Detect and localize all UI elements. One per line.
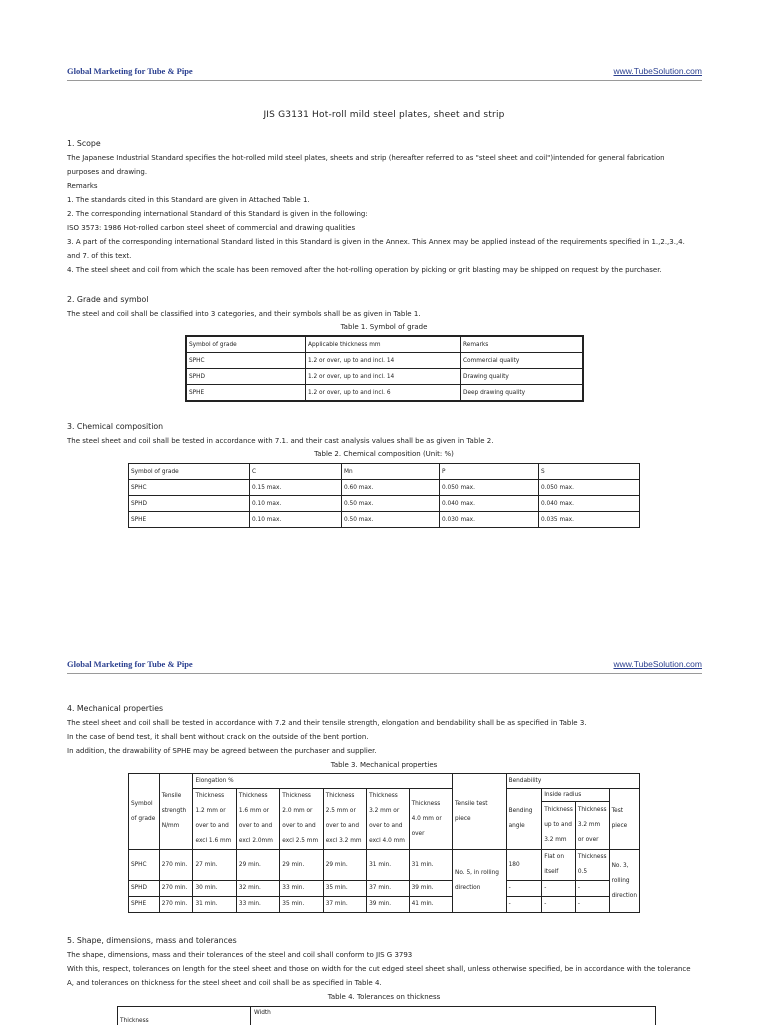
table-cell: - <box>542 881 576 897</box>
page-header <box>67 659 702 674</box>
table-cell: 37 min. <box>367 881 409 897</box>
table-cell: 39 min. <box>367 897 409 913</box>
table-cell: 30 min. <box>193 881 236 897</box>
table-cell: - <box>506 881 542 897</box>
table-header-cell: Thickness up to and 3.2 mm <box>542 802 576 850</box>
table-chemical-composition <box>128 463 640 528</box>
table-cell: SPHD <box>187 369 306 385</box>
table-cell: No. 3, rolling direction <box>609 850 639 913</box>
table-cell: 1.2 or over, up to and incl. 14 <box>306 369 461 385</box>
section-heading: 5. Shape, dimensions, mass and tolerances <box>67 936 237 945</box>
table-header-cell: Symbol of grade <box>129 774 160 850</box>
table-row <box>129 897 640 913</box>
table-header-cell: Test piece <box>609 789 639 850</box>
table-header-cell: Thickness 1.2 mm or over to and excl 1.6 mm <box>193 789 236 850</box>
table-cell: - <box>575 881 609 897</box>
table-header-cell: Elongation % <box>193 774 453 789</box>
table-cell: Thickness 0.5 <box>575 850 609 881</box>
table-header-cell: Thickness 3.2 mm or over to and excl 4.0 mm <box>367 789 409 850</box>
table-header-cell: S <box>539 464 640 480</box>
page-header <box>67 66 702 81</box>
paragraph-line: A, and tolerances on thickness for the steel sheet and coil shall be as specified in Table 4. <box>67 979 382 987</box>
table-header-cell: Tensile strength N/mm <box>159 774 193 850</box>
table-caption: Table 1. Symbol of grade <box>340 323 428 331</box>
table-header-cell: Bending angle <box>506 789 542 850</box>
table-cell: Commercial quality <box>461 353 583 369</box>
document-title: JIS G3131 Hot-roll mild steel plates, sheet and strip <box>263 110 505 120</box>
table-row <box>129 850 640 881</box>
table-header-cell: Remarks <box>461 337 583 353</box>
table-cell: SPHE <box>129 897 160 913</box>
table-row <box>187 353 583 369</box>
table-cell: 0.10 max. <box>250 512 342 528</box>
paragraph-line: With this, respect, tolerances on length for the steel sheet and those on width for the cut edged steel sheet shall, unless otherwise specified, be in accordance with the tolerance <box>67 965 691 973</box>
table-header-cell: Mn <box>342 464 440 480</box>
paragraph-line: The steel sheet and coil shall be tested in accordance with 7.1. and their cast analysis values shall be as given in Table 2. <box>67 437 494 445</box>
table-cell: - <box>506 897 542 913</box>
paragraph-line: 3. A part of the corresponding international Standard listed in this Standard is given in the Annex. This Annex may be applied instead of the requirements specified in 1.,2.,3.,4. <box>67 238 685 246</box>
table-header-cell: C <box>250 464 342 480</box>
table-header-cell: Thickness 2.0 mm or over to and excl 2.5 mm <box>280 789 323 850</box>
table-cell: - <box>575 897 609 913</box>
table-cell: No. 5, in rolling direction <box>452 850 506 913</box>
table-cell: 0.15 max. <box>250 480 342 496</box>
table-header-cell: Thickness 2.5 mm or over to and excl 3.2 mm <box>323 789 366 850</box>
header-link[interactable]: www.TubeSolution.com <box>613 659 702 669</box>
table-mechanical-properties <box>128 773 640 913</box>
paragraph-line: and 7. of this text. <box>67 252 132 260</box>
table-cell: SPHC <box>129 480 250 496</box>
table-caption: Table 3. Mechanical properties <box>330 761 438 769</box>
table-header-cell: Bendability <box>506 774 639 789</box>
table-cell: 35 min. <box>280 897 323 913</box>
paragraph-line: In addition, the drawability of SPHE may be agreed between the purchaser and supplier. <box>67 747 377 755</box>
table-row <box>129 512 640 528</box>
table-header-cell: Thickness 1.6 mm or over to and excl 2.0mm <box>236 789 279 850</box>
table-cell: 1.2 or over, up to and incl. 14 <box>306 353 461 369</box>
table-cell: SPHD <box>129 496 250 512</box>
table-cell: 270 min. <box>159 850 193 881</box>
table-cell: 39 min. <box>409 881 452 897</box>
table-cell: 31 min. <box>367 850 409 881</box>
table-cell: 0.50 max. <box>342 512 440 528</box>
table-header-row <box>187 337 583 353</box>
paragraph-line: The Japanese Industrial Standard specifies the hot-rolled mild steel plates, sheets and strip (hereafter referred to as "steel sheet and coil")intended for general fabrication <box>67 154 665 162</box>
table-cell: 33 min. <box>236 897 279 913</box>
paragraph-line: In the case of bend test, it shall bent without crack on the outside of the bent portion. <box>67 733 369 741</box>
header-link[interactable]: www.TubeSolution.com <box>613 66 702 76</box>
table-cell: SPHC <box>187 353 306 369</box>
table-cell: 0.60 max. <box>342 480 440 496</box>
table-cell: 270 min. <box>159 881 193 897</box>
paragraph-line: 4. The steel sheet and coil from which the scale has been removed after the hot-rolling operation by picking or grit blasting may be shipped on request by the purchaser. <box>67 266 662 274</box>
table-tolerances-on-thickness <box>117 1006 656 1025</box>
paragraph-line: purposes and drawing. <box>67 168 148 176</box>
table-cell: SPHE <box>187 385 306 401</box>
table-header-cell: Tensile test piece <box>452 774 506 850</box>
table-cell: 31 min. <box>193 897 236 913</box>
table-cell: Deep drawing quality <box>461 385 583 401</box>
section-heading: 1. Scope <box>67 139 101 148</box>
paragraph-line: The shape, dimensions, mass and their tolerances of the steel and coil shall conform to JIS G 3793 <box>67 951 413 959</box>
table-cell: 1.2 or over, up to and incl. 6 <box>306 385 461 401</box>
table-cell: - <box>542 897 576 913</box>
table-header-cell: Applicable thickness mm <box>306 337 461 353</box>
table-row <box>187 385 583 401</box>
table-row <box>129 480 640 496</box>
table-cell: 0.050 max. <box>539 480 640 496</box>
table-row <box>129 881 640 897</box>
table-cell: SPHC <box>129 850 160 881</box>
table-cell: 37 min. <box>323 897 366 913</box>
paragraph-line: The steel and coil shall be classified into 3 categories, and their symbols shall be as given in Table 1. <box>67 310 421 318</box>
table-cell: 31 min. <box>409 850 452 881</box>
table-cell: 0.035 max. <box>539 512 640 528</box>
table-cell: Drawing quality <box>461 369 583 385</box>
table-header-cell: Thickness 4.0 mm or over <box>409 789 452 850</box>
table-header-row <box>129 464 640 480</box>
table-cell: 35 min. <box>323 881 366 897</box>
table-cell: 0.050 max. <box>440 480 539 496</box>
table-cell: 41 min. <box>409 897 452 913</box>
table-symbol-of-grade <box>186 336 583 401</box>
table-caption: Table 4. Tolerances on thickness <box>327 993 441 1001</box>
table-cell: 29 min. <box>280 850 323 881</box>
table-cell: SPHE <box>129 512 250 528</box>
paragraph-line: 2. The corresponding international Standard of this Standard is given in the following: <box>67 210 368 218</box>
table-header-cell: Symbol of grade <box>187 337 306 353</box>
table-cell: 180 <box>506 850 542 881</box>
table-cell: 0.50 max. <box>342 496 440 512</box>
section-heading: 3. Chemical composition <box>67 422 164 431</box>
section-heading: 2. Grade and symbol <box>67 295 149 304</box>
table-cell: 0.10 max. <box>250 496 342 512</box>
table-header-cell: Inside radius <box>542 789 609 802</box>
table-cell: 29 min. <box>323 850 366 881</box>
paragraph-line: 1. The standards cited in this Standard are given in Attached Table 1. <box>67 196 310 204</box>
table-cell: 0.040 max. <box>539 496 640 512</box>
table-header-cell: P <box>440 464 539 480</box>
table-cell: 32 min. <box>236 881 279 897</box>
table-cell: Flat on itself <box>542 850 576 881</box>
section-heading: 4. Mechanical properties <box>67 704 164 713</box>
table-cell: 0.030 max. <box>440 512 539 528</box>
table-cell: 27 min. <box>193 850 236 881</box>
paragraph-line: The steel sheet and coil shall be tested in accordance with 7.2 and their tensile strength, elongation and bendability shall be as specified in Table 3. <box>67 719 587 727</box>
table-header-cell: Thickness 3.2 mm or over <box>575 802 609 850</box>
table-row <box>129 496 640 512</box>
table-caption: Table 2. Chemical composition (Unit: %) <box>314 450 454 458</box>
table-cell: 29 min. <box>236 850 279 881</box>
table-row <box>187 369 583 385</box>
table-cell: 0.040 max. <box>440 496 539 512</box>
header-brand: Global Marketing for Tube & Pipe <box>67 659 193 669</box>
paragraph-line: ISO 3573: 1986 Hot-rolled carbon steel sheet of commercial and drawing qualities <box>67 224 356 232</box>
header-brand: Global Marketing for Tube & Pipe <box>67 66 193 76</box>
table-header-cell: Symbol of grade <box>129 464 250 480</box>
table-header-cell: Width <box>254 1010 271 1016</box>
paragraph-line: Remarks <box>67 182 98 190</box>
table-header-cell: Thickness <box>120 1018 149 1024</box>
table-cell: SPHD <box>129 881 160 897</box>
table-cell: 33 min. <box>280 881 323 897</box>
table-cell: 270 min. <box>159 897 193 913</box>
